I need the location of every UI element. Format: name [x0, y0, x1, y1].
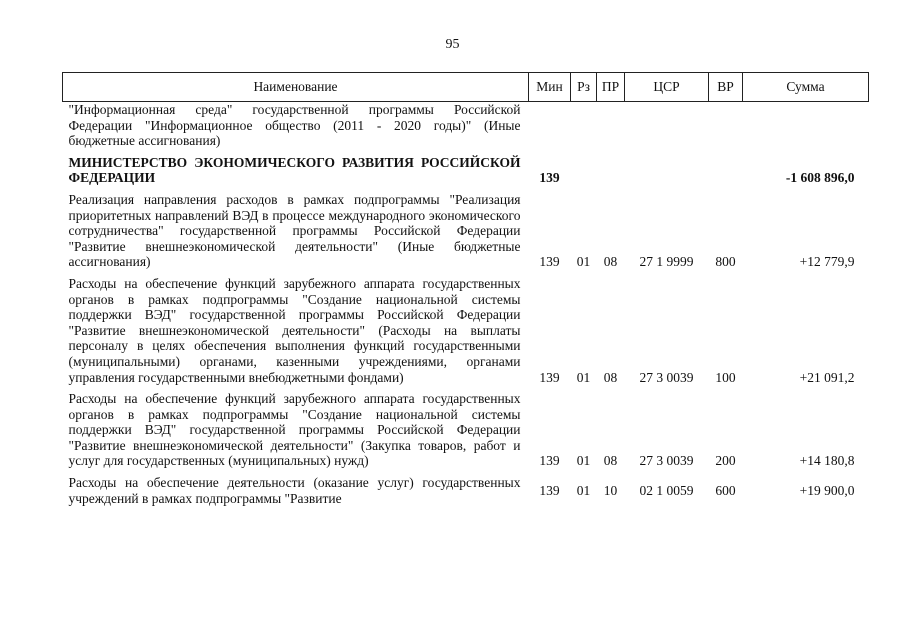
row-vr: 600 [715, 482, 736, 498]
row-rz [571, 102, 597, 149]
header-min: Мин [529, 73, 571, 102]
row-pr [597, 155, 625, 186]
header-vr: ВР [709, 73, 743, 102]
row-sum: -1 608 896,0 [785, 170, 855, 186]
row-csr: 02 1 0059 [639, 482, 694, 498]
row-vr [709, 102, 743, 149]
header-pr: ПР [597, 73, 625, 102]
row-csr [625, 102, 709, 149]
row-name: "Информационная среда" государственной программы Российской Федерации "Информационное общество (2011 - 2020 годы)" (Иные бюджетные ассигнования) [68, 102, 521, 149]
row-sum: +19 900,0 [799, 482, 855, 498]
row-sum: +21 091,2 [799, 369, 855, 385]
row-rz: 01 [576, 453, 591, 469]
row-vr: 800 [715, 254, 736, 270]
header-rz: Рз [571, 73, 597, 102]
row-rz: 01 [576, 482, 591, 498]
row-pr: 08 [603, 254, 618, 270]
row-rz [571, 155, 597, 186]
table-row [63, 391, 869, 469]
row-vr: 100 [715, 369, 736, 385]
budget-table [62, 72, 869, 506]
row-name: Расходы на обеспечение деятельности (оказание услуг) государственных учреждений в рамках подпрограммы "Развитие [68, 475, 521, 506]
row-csr: 27 1 9999 [639, 254, 694, 270]
row-name: Реализация направления расходов в рамках подпрограммы "Реализация приоритетных направлений ВЭД в процессе международного экономического сотрудничества" государственной программы Российской Федерации "Развитие внешнеэкономической деятельности" (Иные бюджетные ассигнования) [68, 191, 521, 270]
row-sum [743, 102, 869, 149]
row-name: МИНИСТЕРСТВО ЭКОНОМИЧЕСКОГО РАЗВИТИЯ РОССИЙСКОЙ ФЕДЕРАЦИИ [68, 154, 521, 186]
row-pr [597, 102, 625, 149]
page-number: 95 [445, 37, 460, 52]
row-sum: +14 180,8 [799, 453, 855, 469]
row-csr: 27 3 0039 [639, 369, 694, 385]
table-row [63, 192, 869, 270]
row-min: 139 [539, 482, 560, 498]
row-min: 139 [539, 254, 560, 270]
row-csr [625, 155, 709, 186]
row-vr: 200 [715, 453, 736, 469]
row-min: 139 [539, 369, 560, 385]
row-name: Расходы на обеспечение функций зарубежного аппарата государственных органов в рамках подпрограммы "Создание национальной системы поддержки ВЭД" государственной программы Российской Федерации "Развитие внешнеэкономической деятельности" (Расходы на выплаты персоналу в целях обеспечения выполнения функций государственными (муниципальными) органами, казенными учреждениями, органами управления государственными внебюджетными фондами) [68, 275, 521, 385]
table-row-ministry [63, 155, 869, 186]
row-rz: 01 [576, 254, 591, 270]
row-csr: 27 3 0039 [639, 453, 694, 469]
header-name: Наименование [63, 73, 529, 102]
row-vr [709, 155, 743, 186]
table-row [63, 102, 869, 149]
row-min: 139 [539, 170, 560, 186]
table-row [63, 276, 869, 385]
row-min: 139 [539, 453, 560, 469]
row-pr: 08 [603, 453, 618, 469]
row-rz: 01 [576, 369, 591, 385]
row-pr: 10 [603, 482, 618, 498]
header-csr: ЦСР [625, 73, 709, 102]
row-name: Расходы на обеспечение функций зарубежного аппарата государственных органов в рамках подпрограммы "Создание национальной системы поддержки ВЭД" государственной программы Российской Федерации "Развитие внешнеэкономической деятельности" (Закупка товаров, работ и услуг для государственных (муниципальных) нужд) [68, 391, 521, 469]
header-sum: Сумма [743, 73, 869, 102]
table-row [63, 475, 869, 506]
row-pr: 08 [603, 369, 618, 385]
table-header [63, 73, 869, 102]
row-sum: +12 779,9 [799, 254, 855, 270]
row-min [529, 102, 571, 149]
